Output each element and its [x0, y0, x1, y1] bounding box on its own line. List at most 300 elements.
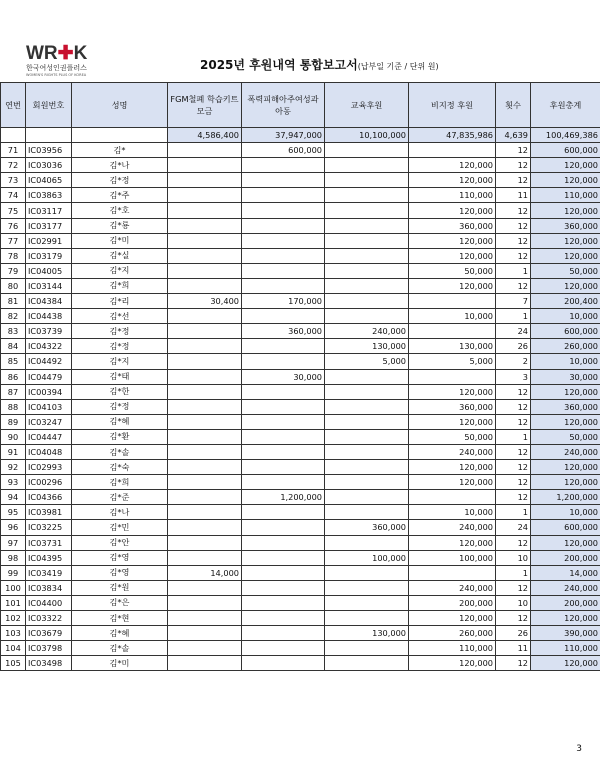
cell-total: 200,400	[531, 294, 600, 309]
table-row	[1, 324, 600, 339]
totals-blank	[1, 128, 26, 143]
cell-violence-victims	[242, 263, 325, 278]
cell-education	[325, 460, 409, 475]
cell-member-id: IC04395	[26, 550, 72, 565]
cell-fgm	[168, 595, 242, 610]
cell-no: 103	[1, 626, 26, 641]
cell-name: 김*미	[72, 233, 168, 248]
cell-fgm	[168, 535, 242, 550]
cell-violence-victims	[242, 444, 325, 459]
totals-blank	[72, 128, 168, 143]
cell-education	[325, 475, 409, 490]
cell-education	[325, 218, 409, 233]
cell-violence-victims	[242, 580, 325, 595]
cell-violence-victims	[242, 384, 325, 399]
cell-total: 120,000	[531, 203, 600, 218]
cell-member-id: IC04438	[26, 309, 72, 324]
cell-violence-victims: 1,200,000	[242, 490, 325, 505]
cell-member-id: IC04103	[26, 399, 72, 414]
table-row	[1, 263, 600, 278]
cell-member-id: IC03225	[26, 520, 72, 535]
cell-fgm	[168, 580, 242, 595]
total-sum: 100,469,386	[531, 128, 600, 143]
cell-education	[325, 203, 409, 218]
cell-total: 390,000	[531, 626, 600, 641]
cell-name: 김*영	[72, 550, 168, 565]
cell-violence-victims	[242, 158, 325, 173]
cell-name: 김*리	[72, 294, 168, 309]
cell-name: 김*영	[72, 565, 168, 580]
cell-fgm	[168, 429, 242, 444]
cell-member-id: IC00394	[26, 384, 72, 399]
cell-name: 김*미	[72, 656, 168, 671]
cell-member-id: IC03117	[26, 203, 72, 218]
cell-total: 120,000	[531, 384, 600, 399]
col-header-education: 교육후원	[325, 83, 409, 128]
cell-violence-victims	[242, 203, 325, 218]
cell-education	[325, 444, 409, 459]
cell-fgm	[168, 460, 242, 475]
cell-member-id: IC04065	[26, 173, 72, 188]
table-row	[1, 460, 600, 475]
cell-education: 5,000	[325, 354, 409, 369]
cell-violence-victims	[242, 520, 325, 535]
cell-total: 120,000	[531, 611, 600, 626]
cell-count: 26	[496, 626, 531, 641]
cell-count: 12	[496, 535, 531, 550]
table-row	[1, 550, 600, 565]
cell-fgm	[168, 203, 242, 218]
cell-undesignated: 120,000	[409, 656, 496, 671]
cell-count: 12	[496, 414, 531, 429]
cell-fgm	[168, 626, 242, 641]
cell-no: 98	[1, 550, 26, 565]
cell-name: 김*정	[72, 324, 168, 339]
cell-no: 81	[1, 294, 26, 309]
cell-name: 김*혜	[72, 626, 168, 641]
cell-total: 240,000	[531, 444, 600, 459]
cell-undesignated	[409, 324, 496, 339]
cell-fgm	[168, 263, 242, 278]
cell-no: 94	[1, 490, 26, 505]
cell-violence-victims	[242, 399, 325, 414]
donation-table	[0, 82, 600, 671]
table-row	[1, 278, 600, 293]
cell-name: 김*나	[72, 505, 168, 520]
cell-total: 200,000	[531, 595, 600, 610]
cell-fgm	[168, 339, 242, 354]
cell-education: 360,000	[325, 520, 409, 535]
cell-count: 12	[496, 248, 531, 263]
cell-violence-victims	[242, 218, 325, 233]
cell-violence-victims	[242, 233, 325, 248]
cell-name: 김*솔	[72, 641, 168, 656]
cell-count: 12	[496, 278, 531, 293]
table-row	[1, 384, 600, 399]
cell-undesignated: 120,000	[409, 414, 496, 429]
cell-education	[325, 188, 409, 203]
cell-education: 100,000	[325, 550, 409, 565]
cell-education	[325, 399, 409, 414]
cell-count: 26	[496, 339, 531, 354]
cell-undesignated: 10,000	[409, 505, 496, 520]
table-row	[1, 233, 600, 248]
cell-fgm	[168, 520, 242, 535]
cell-no: 84	[1, 339, 26, 354]
cell-no: 95	[1, 505, 26, 520]
cell-name: 김*현	[72, 611, 168, 626]
cell-member-id: IC03144	[26, 278, 72, 293]
cell-undesignated: 120,000	[409, 233, 496, 248]
cell-undesignated	[409, 369, 496, 384]
cell-name: 김*은	[72, 595, 168, 610]
cell-total: 240,000	[531, 580, 600, 595]
cell-member-id: IC03834	[26, 580, 72, 595]
cell-fgm	[168, 384, 242, 399]
cell-undesignated: 10,000	[409, 309, 496, 324]
cell-member-id: IC02991	[26, 233, 72, 248]
cell-count: 12	[496, 611, 531, 626]
table-row	[1, 475, 600, 490]
cell-education	[325, 143, 409, 158]
cell-education	[325, 505, 409, 520]
cell-count: 1	[496, 309, 531, 324]
total-count: 4,639	[496, 128, 531, 143]
cell-fgm	[168, 324, 242, 339]
cell-count: 12	[496, 233, 531, 248]
cell-count: 12	[496, 143, 531, 158]
cell-count: 12	[496, 460, 531, 475]
cell-name: 김*솔	[72, 444, 168, 459]
cell-no: 97	[1, 535, 26, 550]
table-row	[1, 354, 600, 369]
cell-total: 50,000	[531, 429, 600, 444]
cell-count: 12	[496, 158, 531, 173]
logo-subtitle: 한국여성인권플러스	[26, 64, 87, 72]
cell-count: 12	[496, 173, 531, 188]
cell-education	[325, 535, 409, 550]
cell-fgm	[168, 550, 242, 565]
cell-member-id: IC04447	[26, 429, 72, 444]
cell-violence-victims	[242, 505, 325, 520]
cell-member-id: IC04479	[26, 369, 72, 384]
cell-total: 120,000	[531, 475, 600, 490]
cell-undesignated: 260,000	[409, 626, 496, 641]
cell-name: 김*민	[72, 520, 168, 535]
cell-member-id: IC04384	[26, 294, 72, 309]
cell-undesignated: 120,000	[409, 384, 496, 399]
cell-education	[325, 158, 409, 173]
cell-education	[325, 414, 409, 429]
cell-fgm	[168, 143, 242, 158]
cell-count: 10	[496, 550, 531, 565]
table-row	[1, 188, 600, 203]
table-row	[1, 309, 600, 324]
cell-education	[325, 263, 409, 278]
cell-no: 71	[1, 143, 26, 158]
cell-no: 102	[1, 611, 26, 626]
cell-violence-victims	[242, 565, 325, 580]
cell-education	[325, 580, 409, 595]
cell-fgm	[168, 414, 242, 429]
cell-count: 1	[496, 505, 531, 520]
table-row	[1, 339, 600, 354]
cell-no: 89	[1, 414, 26, 429]
col-header-member-id: 회원번호	[26, 83, 72, 128]
cell-total: 10,000	[531, 309, 600, 324]
cell-member-id: IC03679	[26, 626, 72, 641]
cell-name: 김*원	[72, 580, 168, 595]
cell-total: 120,000	[531, 278, 600, 293]
cell-undesignated	[409, 294, 496, 309]
cell-no: 75	[1, 203, 26, 218]
col-header-violence-victims: 폭력피해아주여성과 아동	[242, 83, 325, 128]
cell-undesignated: 360,000	[409, 399, 496, 414]
totals-row	[1, 128, 600, 143]
cell-member-id: IC03036	[26, 158, 72, 173]
cell-name: 김*실	[72, 248, 168, 263]
cell-undesignated: 120,000	[409, 173, 496, 188]
report-title-sub: (납부일 기준 / 단위 원)	[357, 62, 439, 71]
cell-count: 1	[496, 429, 531, 444]
cell-undesignated: 120,000	[409, 460, 496, 475]
cell-no: 82	[1, 309, 26, 324]
cell-name: 김*선	[72, 309, 168, 324]
cell-count: 12	[496, 656, 531, 671]
cell-member-id: IC03177	[26, 218, 72, 233]
cell-name: 김*한	[72, 384, 168, 399]
cell-count: 12	[496, 399, 531, 414]
cell-violence-victims	[242, 339, 325, 354]
cell-violence-victims	[242, 626, 325, 641]
cell-total: 1,200,000	[531, 490, 600, 505]
cell-undesignated: 240,000	[409, 444, 496, 459]
cell-name: 김*정	[72, 339, 168, 354]
cell-fgm	[168, 233, 242, 248]
cell-member-id: IC03956	[26, 143, 72, 158]
cell-name: 김*희	[72, 278, 168, 293]
col-header-count: 횟수	[496, 83, 531, 128]
heart-icon: ✚	[57, 43, 74, 64]
cell-name: 김*희	[72, 475, 168, 490]
cell-member-id: IC03798	[26, 641, 72, 656]
cell-undesignated: 120,000	[409, 475, 496, 490]
cell-undesignated: 50,000	[409, 429, 496, 444]
cell-count: 3	[496, 369, 531, 384]
cell-education	[325, 384, 409, 399]
cell-education	[325, 309, 409, 324]
cell-undesignated: 120,000	[409, 203, 496, 218]
cell-no: 85	[1, 354, 26, 369]
cell-no: 80	[1, 278, 26, 293]
cell-count: 7	[496, 294, 531, 309]
table-row	[1, 626, 600, 641]
cell-member-id: IC03498	[26, 656, 72, 671]
col-header-total: 후원총계	[531, 83, 600, 128]
cell-total: 30,000	[531, 369, 600, 384]
cell-no: 92	[1, 460, 26, 475]
cell-education	[325, 429, 409, 444]
cell-name: 김*준	[72, 490, 168, 505]
cell-fgm	[168, 158, 242, 173]
total-fgm: 4,586,400	[168, 128, 242, 143]
cell-violence-victims	[242, 641, 325, 656]
cell-undesignated: 240,000	[409, 520, 496, 535]
cell-violence-victims	[242, 475, 325, 490]
col-header-undesignated: 비지정 후원	[409, 83, 496, 128]
cell-fgm	[168, 218, 242, 233]
cell-member-id: IC04005	[26, 263, 72, 278]
cell-member-id: IC03247	[26, 414, 72, 429]
cell-education	[325, 656, 409, 671]
table-row	[1, 490, 600, 505]
cell-education	[325, 173, 409, 188]
table-row	[1, 143, 600, 158]
col-header-fgm: FGM철폐 학습키트 모금	[168, 83, 242, 128]
cell-name: 김*정	[72, 173, 168, 188]
cell-member-id: IC03981	[26, 505, 72, 520]
cell-name: 김*지	[72, 354, 168, 369]
cell-violence-victims	[242, 414, 325, 429]
cell-education	[325, 595, 409, 610]
logo-mark: WR✚K	[26, 43, 88, 64]
cell-violence-victims	[242, 595, 325, 610]
cell-fgm	[168, 278, 242, 293]
table-row	[1, 294, 600, 309]
cell-member-id: IC03863	[26, 188, 72, 203]
cell-total: 120,000	[531, 158, 600, 173]
cell-education	[325, 369, 409, 384]
cell-fgm	[168, 475, 242, 490]
cell-count: 11	[496, 188, 531, 203]
cell-name: 김*주	[72, 188, 168, 203]
cell-total: 120,000	[531, 656, 600, 671]
table-row	[1, 429, 600, 444]
table-row	[1, 580, 600, 595]
table-row	[1, 565, 600, 580]
cell-undesignated	[409, 565, 496, 580]
cell-violence-victims	[242, 188, 325, 203]
cell-fgm	[168, 369, 242, 384]
table-row	[1, 595, 600, 610]
table-row	[1, 248, 600, 263]
table-row	[1, 520, 600, 535]
cell-undesignated: 120,000	[409, 611, 496, 626]
cell-name: 김*혜	[72, 414, 168, 429]
cell-name: 김*	[72, 143, 168, 158]
cell-name: 김*숙	[72, 460, 168, 475]
cell-no: 90	[1, 429, 26, 444]
cell-count: 12	[496, 218, 531, 233]
cell-education	[325, 233, 409, 248]
cell-count: 2	[496, 354, 531, 369]
cell-name: 김*안	[72, 535, 168, 550]
cell-undesignated: 200,000	[409, 595, 496, 610]
cell-name: 김*환	[72, 429, 168, 444]
cell-undesignated: 110,000	[409, 188, 496, 203]
cell-violence-victims	[242, 535, 325, 550]
cell-fgm: 14,000	[168, 565, 242, 580]
cell-undesignated: 240,000	[409, 580, 496, 595]
cell-total: 360,000	[531, 218, 600, 233]
cell-total: 120,000	[531, 248, 600, 263]
cell-no: 83	[1, 324, 26, 339]
cell-no: 96	[1, 520, 26, 535]
table-row	[1, 535, 600, 550]
cell-member-id: IC04366	[26, 490, 72, 505]
cell-no: 76	[1, 218, 26, 233]
cell-fgm	[168, 490, 242, 505]
cell-violence-victims: 360,000	[242, 324, 325, 339]
header-row	[1, 83, 600, 128]
cell-violence-victims: 600,000	[242, 143, 325, 158]
cell-member-id: IC04400	[26, 595, 72, 610]
col-header-no: 연번	[1, 83, 26, 128]
cell-fgm	[168, 444, 242, 459]
table-row	[1, 414, 600, 429]
cell-total: 14,000	[531, 565, 600, 580]
cell-name: 김*정	[72, 399, 168, 414]
cell-fgm	[168, 248, 242, 263]
cell-no: 78	[1, 248, 26, 263]
page-number: 3	[576, 744, 582, 754]
col-header-name: 성명	[72, 83, 168, 128]
cell-violence-victims	[242, 354, 325, 369]
cell-education	[325, 490, 409, 505]
report-title	[200, 56, 439, 73]
cell-violence-victims: 30,000	[242, 369, 325, 384]
cell-fgm	[168, 641, 242, 656]
table-row	[1, 173, 600, 188]
cell-violence-victims	[242, 309, 325, 324]
cell-name: 김*태	[72, 369, 168, 384]
cell-no: 91	[1, 444, 26, 459]
cell-total: 120,000	[531, 173, 600, 188]
cell-education	[325, 565, 409, 580]
cell-undesignated: 110,000	[409, 641, 496, 656]
cell-no: 100	[1, 580, 26, 595]
cell-member-id: IC03322	[26, 611, 72, 626]
cell-no: 73	[1, 173, 26, 188]
cell-undesignated: 50,000	[409, 263, 496, 278]
cell-violence-victims	[242, 278, 325, 293]
table-row	[1, 203, 600, 218]
cell-member-id: IC00296	[26, 475, 72, 490]
organization-logo	[26, 44, 92, 78]
table-row	[1, 656, 600, 671]
cell-fgm	[168, 399, 242, 414]
cell-no: 74	[1, 188, 26, 203]
table-row	[1, 641, 600, 656]
cell-total: 600,000	[531, 324, 600, 339]
cell-no: 88	[1, 399, 26, 414]
cell-member-id: IC03179	[26, 248, 72, 263]
cell-undesignated: 5,000	[409, 354, 496, 369]
cell-total: 10,000	[531, 354, 600, 369]
cell-undesignated: 120,000	[409, 158, 496, 173]
table-row	[1, 369, 600, 384]
cell-violence-victims	[242, 429, 325, 444]
logo-tagline: WOMEN'S RIGHTS PLUS OF KOREA	[26, 73, 87, 77]
cell-education: 130,000	[325, 626, 409, 641]
cell-no: 86	[1, 369, 26, 384]
cell-undesignated: 100,000	[409, 550, 496, 565]
cell-violence-victims	[242, 248, 325, 263]
total-violence-victims: 37,947,000	[242, 128, 325, 143]
cell-total: 50,000	[531, 263, 600, 278]
cell-name: 김*나	[72, 158, 168, 173]
cell-total: 360,000	[531, 399, 600, 414]
